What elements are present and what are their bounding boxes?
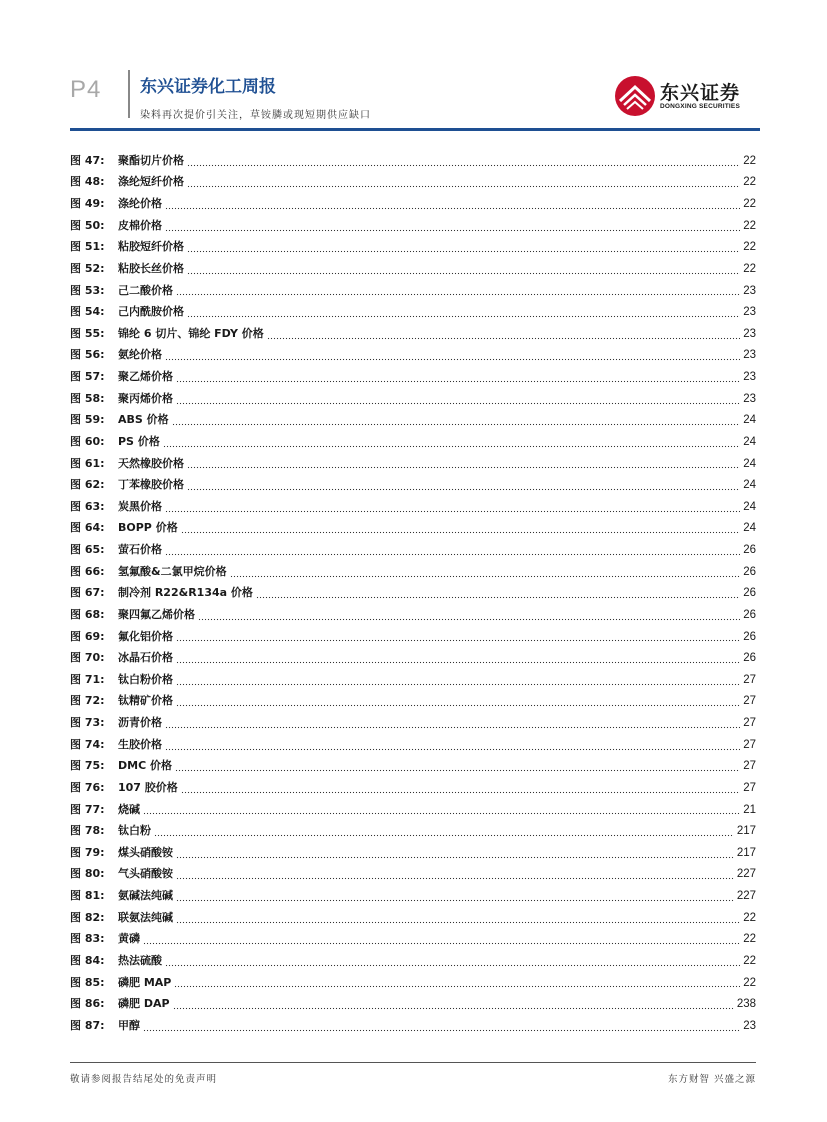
figure-title: 磷肥 MAP — [118, 975, 172, 989]
page-ref: 24 — [743, 479, 756, 492]
figure-title: 氨碱法纯碱 — [118, 889, 173, 903]
page-ref: 26 — [743, 608, 756, 621]
toc-entry[interactable] — [70, 388, 756, 410]
toc-entry[interactable] — [70, 539, 756, 561]
page-ref: 22 — [743, 219, 756, 232]
page-ref: 22 — [743, 933, 756, 946]
report-title: 东兴证券化工周报 — [140, 77, 276, 97]
page-ref: 23 — [743, 392, 756, 405]
toc-entry[interactable] — [70, 410, 756, 432]
dot-leader — [176, 654, 740, 666]
page-ref: 23 — [743, 371, 756, 384]
report-subtitle: 染料再次提价引关注，草铵膦或现短期供应缺口 — [140, 110, 371, 121]
figure-number: 图 53: — [70, 283, 105, 297]
page-ref: 217 — [736, 846, 756, 859]
figure-number: 图 55: — [70, 326, 105, 340]
page-ref: 23 — [743, 306, 756, 319]
figure-number: 图 73: — [70, 716, 105, 730]
figure-title: 己内酰胺价格 — [118, 305, 184, 319]
figure-number: 图 49: — [70, 197, 105, 211]
figure-number: 图 56: — [70, 348, 105, 362]
page-ref: 24 — [743, 435, 756, 448]
toc-entry[interactable] — [70, 950, 756, 972]
figure-title: 生胶价格 — [118, 737, 162, 751]
figure-title: 氨纶价格 — [118, 348, 162, 362]
dot-leader — [165, 546, 740, 558]
dot-leader — [175, 762, 740, 774]
dot-leader — [198, 611, 740, 623]
page-ref: 227 — [736, 868, 756, 881]
dot-leader — [143, 1022, 740, 1034]
dot-leader — [172, 416, 741, 428]
figure-title: 气头硝酸铵 — [118, 867, 173, 881]
toc-entry[interactable] — [70, 842, 756, 864]
toc-entry[interactable] — [70, 280, 756, 302]
dot-leader — [256, 589, 740, 601]
dot-leader — [187, 308, 740, 320]
figure-title: 烧碱 — [118, 802, 140, 816]
figure-title: 聚酯切片价格 — [118, 153, 184, 167]
toc-entry[interactable] — [70, 1015, 756, 1037]
figure-title: 炭黑价格 — [118, 499, 162, 513]
page-ref: 27 — [743, 717, 756, 730]
toc-entry[interactable] — [70, 993, 756, 1015]
header-rule — [70, 128, 760, 131]
dot-leader — [163, 438, 740, 450]
page-ref: 22 — [743, 976, 756, 989]
figure-number: 图 58: — [70, 391, 105, 405]
figure-title: PS 价格 — [118, 434, 160, 448]
figure-number: 图 48: — [70, 175, 105, 189]
toc-entry[interactable] — [70, 193, 756, 215]
dot-leader — [176, 849, 734, 861]
page-ref: 26 — [743, 630, 756, 643]
logo-english-name: DONGXING SECURITIES — [660, 103, 741, 110]
toc-entry[interactable] — [70, 215, 756, 237]
figure-title: 氟化铝价格 — [118, 629, 173, 643]
figure-number: 图 74: — [70, 737, 105, 751]
dot-leader — [176, 697, 740, 709]
figure-title: 107 胶价格 — [118, 780, 178, 794]
figure-number: 图 57: — [70, 370, 105, 384]
page-ref: 217 — [736, 825, 756, 838]
figure-table-of-contents — [70, 150, 756, 1037]
figure-title: 己二酸价格 — [118, 283, 173, 297]
figure-number: 图 52: — [70, 261, 105, 275]
dot-leader — [165, 957, 740, 969]
page-ref: 26 — [743, 544, 756, 557]
toc-entry[interactable] — [70, 345, 756, 367]
dot-leader — [181, 784, 740, 796]
figure-title: 钛白粉价格 — [118, 672, 173, 686]
dot-leader — [176, 286, 740, 298]
figure-number: 图 75: — [70, 759, 105, 773]
toc-entry[interactable] — [70, 734, 756, 756]
page-ref: 27 — [743, 781, 756, 794]
page-ref: 24 — [743, 500, 756, 513]
dot-leader — [187, 481, 740, 493]
dot-leader — [173, 1000, 734, 1012]
figure-title: 锦纶 6 切片、锦纶 FDY 价格 — [118, 326, 264, 340]
company-logo — [614, 74, 754, 118]
toc-entry[interactable] — [70, 150, 756, 172]
figure-title: 联氨法纯碱 — [118, 910, 173, 924]
toc-entry[interactable] — [70, 496, 756, 518]
page-ref: 23 — [743, 349, 756, 362]
dot-leader — [187, 157, 740, 169]
figure-number: 图 76: — [70, 780, 105, 794]
page-ref: 27 — [743, 695, 756, 708]
dot-leader — [187, 178, 740, 190]
figure-title: 粘胶长丝价格 — [118, 261, 184, 275]
figure-number: 图 87: — [70, 1018, 105, 1032]
figure-title: 甲醇 — [118, 1018, 140, 1032]
figure-title: 萤石价格 — [118, 543, 162, 557]
page-ref: 27 — [743, 760, 756, 773]
toc-entry[interactable] — [70, 172, 756, 194]
page-ref: 23 — [743, 1019, 756, 1032]
footer-disclaimer: 敬请参阅报告结尾处的免责声明 — [70, 1074, 218, 1085]
page-ref: 22 — [743, 154, 756, 167]
figure-title: 沥青价格 — [118, 716, 162, 730]
figure-number: 图 81: — [70, 889, 105, 903]
dot-leader — [230, 568, 741, 580]
dot-leader — [187, 243, 740, 255]
toc-entry[interactable] — [70, 712, 756, 734]
page-header — [0, 0, 827, 135]
figure-number: 图 72: — [70, 694, 105, 708]
toc-entry[interactable] — [70, 669, 756, 691]
page-ref: 26 — [743, 587, 756, 600]
figure-number: 图 64: — [70, 521, 105, 535]
figure-title: 冰晶石价格 — [118, 651, 173, 665]
toc-entry[interactable] — [70, 799, 756, 821]
page-ref: 238 — [736, 998, 756, 1011]
toc-entry[interactable] — [70, 431, 756, 453]
figure-number: 图 79: — [70, 845, 105, 859]
dot-leader — [267, 330, 740, 342]
toc-entry[interactable] — [70, 777, 756, 799]
dot-leader — [176, 892, 734, 904]
logo-name: 东兴证券 — [660, 82, 741, 104]
figure-title: 热法硫酸 — [118, 953, 162, 967]
page-ref: 27 — [743, 738, 756, 751]
toc-entry[interactable] — [70, 626, 756, 648]
figure-number: 图 60: — [70, 434, 105, 448]
footer-rule — [70, 1062, 756, 1063]
toc-entry[interactable] — [70, 691, 756, 713]
figure-number: 图 62: — [70, 478, 105, 492]
page-ref: 24 — [743, 414, 756, 427]
figure-number: 图 77: — [70, 802, 105, 816]
dot-leader — [165, 200, 740, 212]
dot-leader — [187, 265, 740, 277]
figure-number: 图 85: — [70, 975, 105, 989]
header-divider — [128, 70, 130, 118]
figure-number: 图 69: — [70, 629, 105, 643]
dot-leader — [165, 222, 740, 234]
toc-entry[interactable] — [70, 929, 756, 951]
figure-number: 图 54: — [70, 305, 105, 319]
toc-entry[interactable] — [70, 237, 756, 259]
figure-title: 天然橡胶价格 — [118, 456, 184, 470]
figure-title: 制冷剂 R22&R134a 价格 — [118, 586, 253, 600]
figure-title: 丁苯橡胶价格 — [118, 478, 184, 492]
toc-entry[interactable] — [70, 474, 756, 496]
figure-number: 图 47: — [70, 153, 105, 167]
toc-entry[interactable] — [70, 561, 756, 583]
figure-number: 图 59: — [70, 413, 105, 427]
dot-leader — [174, 978, 740, 990]
figure-number: 图 68: — [70, 607, 105, 621]
dot-leader — [176, 632, 740, 644]
figure-title: 磷肥 DAP — [118, 997, 170, 1011]
figure-title: 黄磷 — [118, 932, 140, 946]
figure-number: 图 70: — [70, 651, 105, 665]
page-ref: 22 — [743, 198, 756, 211]
toc-entry[interactable] — [70, 453, 756, 475]
dot-leader — [176, 870, 734, 882]
toc-entry[interactable] — [70, 885, 756, 907]
toc-entry[interactable] — [70, 518, 756, 540]
dot-leader — [143, 805, 740, 817]
toc-entry[interactable] — [70, 756, 756, 778]
figure-title: 钛精矿价格 — [118, 694, 173, 708]
page-ref: 24 — [743, 457, 756, 470]
page-ref: 22 — [743, 241, 756, 254]
figure-number: 图 78: — [70, 824, 105, 838]
figure-number: 图 67: — [70, 586, 105, 600]
page-ref: 22 — [743, 262, 756, 275]
figure-number: 图 63: — [70, 499, 105, 513]
figure-number: 图 80: — [70, 867, 105, 881]
figure-title: 聚丙烯价格 — [118, 391, 173, 405]
toc-entry[interactable] — [70, 323, 756, 345]
page-ref: 23 — [743, 327, 756, 340]
figure-title: 聚四氟乙烯价格 — [118, 607, 195, 621]
figure-number: 图 83: — [70, 932, 105, 946]
figure-number: 图 66: — [70, 564, 105, 578]
page-ref: 21 — [743, 803, 756, 816]
dongxing-logo-icon — [614, 75, 656, 117]
dot-leader — [176, 395, 740, 407]
dot-leader — [181, 524, 741, 536]
figure-number: 图 61: — [70, 456, 105, 470]
figure-number: 图 50: — [70, 218, 105, 232]
toc-entry[interactable] — [70, 647, 756, 669]
figure-title: 聚乙烯价格 — [118, 370, 173, 384]
page-ref: 27 — [743, 673, 756, 686]
figure-number: 图 71: — [70, 672, 105, 686]
toc-entry[interactable] — [70, 604, 756, 626]
figure-number: 图 86: — [70, 997, 105, 1011]
figure-title: 钛白粉 — [118, 824, 151, 838]
toc-entry[interactable] — [70, 820, 756, 842]
dot-leader — [176, 914, 740, 926]
figure-title: BOPP 价格 — [118, 521, 178, 535]
page-ref: 26 — [743, 565, 756, 578]
dot-leader — [165, 351, 740, 363]
toc-entry[interactable] — [70, 366, 756, 388]
figure-title: 皮棉价格 — [118, 218, 162, 232]
figure-title: 涤纶短纤价格 — [118, 175, 184, 189]
footer-slogan: 东方财智 兴盛之源 — [667, 1074, 756, 1085]
dot-leader — [176, 676, 740, 688]
figure-title: ABS 价格 — [118, 413, 169, 427]
dot-leader — [165, 719, 740, 731]
page-ref: 26 — [743, 652, 756, 665]
dot-leader — [143, 935, 740, 947]
figure-number: 图 65: — [70, 543, 105, 557]
page-ref: 24 — [743, 522, 756, 535]
page-ref: 22 — [743, 176, 756, 189]
figure-title: DMC 价格 — [118, 759, 172, 773]
page-ref: 227 — [736, 890, 756, 903]
page-ref: 23 — [743, 284, 756, 297]
figure-number: 图 82: — [70, 910, 105, 924]
figure-title: 煤头硝酸铵 — [118, 845, 173, 859]
figure-number: 图 51: — [70, 240, 105, 254]
figure-title: 粘胶短纤价格 — [118, 240, 184, 254]
page-number: P4 — [70, 76, 102, 103]
toc-entry[interactable] — [70, 972, 756, 994]
dot-leader — [165, 741, 740, 753]
dot-leader — [165, 503, 740, 515]
toc-entry[interactable] — [70, 258, 756, 280]
figure-title: 涤纶价格 — [118, 197, 162, 211]
toc-entry[interactable] — [70, 583, 756, 605]
page-ref: 22 — [743, 911, 756, 924]
toc-entry[interactable] — [70, 301, 756, 323]
figure-number: 图 84: — [70, 953, 105, 967]
page-ref: 22 — [743, 954, 756, 967]
toc-entry[interactable] — [70, 864, 756, 886]
dot-leader — [176, 373, 740, 385]
toc-entry[interactable] — [70, 907, 756, 929]
dot-leader — [154, 827, 734, 839]
dot-leader — [187, 459, 740, 471]
figure-title: 氢氟酸&二氯甲烷价格 — [118, 564, 227, 578]
